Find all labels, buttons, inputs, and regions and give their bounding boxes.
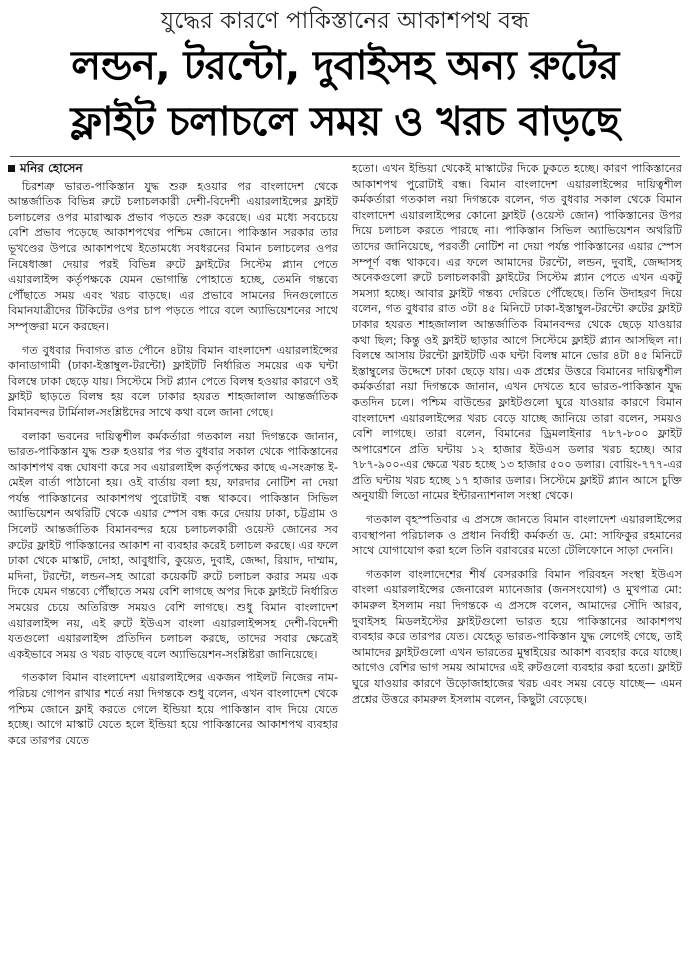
paragraph: হতো। এখন ইন্ডিয়া থেকেই মাস্কাটের দিকে ঢুকতে হচ্ছে। কারণ পাকিস্তানের আকাশপথ পুরোটাই বন্ধ। বিমান বাংলাদেশ এয়ারলাইন্সের দায়িত্বশীল কর্মকর্তারা গতকাল নয়া দিগন্তকে বলেন, গত বুধবার সকাল থেকে বিমান বাংলাদেশ এয়ারলাইন্সের কোনো ফ্লাইট (ওয়েস্ট জোন) পাকিস্তানের উপর দিয়ে চলাচল করতে পারছে না। পাকিস্তান সিভিল অ্যাভিয়েশন অথরিটি তাদের জানিয়েছে, পরবর্তী নোটিশ না দেয়া পর্যন্ত পাকিস্তানের এয়ার স্পেস সম্পূর্ণ বন্ধ থাকবে। এর ফলে আমাদের টরন্টো, লন্ডন, দুবাই, জেদ্দাসহ অনেকগুলো রুটে চলাচলকারী ফ্লাইটের সিস্টেম প্ল্যান পেতে এখন একটু সমস্যা হচ্ছে। আবার ফ্লাইট গন্তব্য দেরিতে পৌঁছেছে। তিনি উদাহরণ দিয়ে বলেন, গত বুধবার রাত ৩টা ৪৫ মিনিটে ঢাকা-ইস্তাম্বুল-টরন্টো রুটের ফ্লাইট ঢাকার হযরত শাহজালাল আন্তর্জাতিক বিমানবন্দর থেকে ছেড়ে যাওয়ার কথা ছিল; কিন্তু ওই ফ্লাইট ছাড়ার আগে সিস্টেমে ফ্লাইট প্ল্যান আসছিল না। বিলম্বে আসায় টরন্টো ফ্লাইটটি এক ঘন্টা বিলম্ব মানে ভোর ৪টা ৪৫ মিনিটে ইস্তাম্বুলের উদ্দেশে ঢাকা ছেড়ে যায়। এক প্রশ্নের উত্তরে বিমানের দায়িত্বশীল কর্মকর্তারা নয়া দিগন্তকে জানান, এখন দেখতে হবে ভারত-পাকিস্তান যুদ্ধ কতদিন চলে। পশ্চিম বাউন্ডের ফ্লাইটগুলো ঘুরে যাওয়ার কারণে বিমান বাংলাদেশ এয়ারলাইন্সের খরচ বেড়ে যাচ্ছে জানিয়ে তারা বলেন, সময়ও বেশি লাগছে। তারা বলেন, বিমানের ড্রিমলাইনার ৭৮৭-৮০০ ফ্লাইট অপারেশনে প্রতি ঘন্টায় ১২ হাজার ইউএস ডলার খরচ হচ্ছে। আর ৭৮৭-৯০০-এর ক্ষেত্রে খরচ হচ্ছে ১৩ হাজার ৫০০ ডলার। বোয়িং-৭৭৭-এর প্রতি ঘন্টায় খরচ হচ্ছে ১৭ হাজার ডলার। সিস্টেমে ফ্লাইট প্ল্যান আসে চুক্তি অনুযায়ী লিডো নামের ইন্টারন্যাশনাল সংস্থা থেকে। <box>352 162 682 503</box>
headline-line-1: লন্ডন, টরন্টো, দুবাইসহ অন্য রুটের <box>71 43 619 89</box>
byline-square-icon <box>8 165 15 172</box>
headline-line-2: ফ্লাইট চলাচলে সময় ও খরচ বাড়ছে <box>70 99 620 145</box>
paragraph: গতকাল বিমান বাংলাদেশ এয়ারলাইন্সের একজন পাইলট নিজের নাম-পরিচয় গোপন রাখার শর্তে নয়া দিগন্তকে শুধু বলেন, এখন বাংলাদেশ থেকে পশ্চিম জোনে ফ্লাই করতে গেলে ইন্ডিয়া হয়ে পাকিস্তান বাদ দিয়ে যেতে হচ্ছে। আগে মাস্কাট যেতে হলে ইন্ডিয়া হয়ে পাকিস্তানের আকাশপথ ব্যবহার করে তারপর যেতে <box>8 671 338 747</box>
paragraph: গতকাল বৃহস্পতিবার এ প্রসঙ্গে জানতে বিমান বাংলাদেশ এয়ারলাইন্সের ব্যবস্থাপনা পরিচালক ও প্রধান নির্বাহী কর্মকর্তা ড. মো: সাফিকুর রহমানের সাথে যোগাযোগ করা হলে তিনি বরাবরের মতো টেলিফোনে সাড়া দেননি। <box>352 513 682 558</box>
article-column-right <box>352 161 682 756</box>
article-column-left <box>8 161 338 756</box>
paragraph: গতকাল বাংলাদেশের শীর্ষ বেসরকারি বিমান পরিবহন সংস্থা ইউএস বাংলা এয়ারলাইন্সের জেনারেল ম্যানেজার (জনসংযোগ) ও মুখপাত্র মো: কামরুল ইসলাম নয়া দিগন্তকে এ প্রসঙ্গে বলেন, আমাদের সৌদি আরব, দুবাইসহ মিডলইস্টের ফ্লাইটগুলো ভারত হয়ে পাকিস্তানের আকাশপথ ব্যবহার করে তারপর যেত। যেহেতু ভারত-পাকিস্তান যুদ্ধ লেগেই গেছে, তাই আমাদের ফ্লাইটগুলো এখন ভারতের মুম্বাইয়ের আকাশ ব্যবহার করে যাচ্ছে। আগেও বেশির ভাগ সময় আমাদের এই রুটগুলো ব্যবহার করা হতো। ফ্লাইট ঘুরে যাওয়ার কারণে উড়োজাহাজের খরচ এবং সময় বেড়ে যাচ্ছে— এমন প্রশ্নের উত্তরে কামরুল ইসলাম বলেন, কিছুটা বেড়েছে। <box>352 567 682 706</box>
paragraph: গত বুধবার দিবাগত রাত পৌনে ৪টায় বিমান বাংলাদেশ এয়ারলাইন্সের কানাডাগামী (ঢাকা-ইস্তাম্বুল-টরন্টো) ফ্লাইটটি নির্ধারিত সময়ের এক ঘন্টা বিলম্বে ঢাকা ছেড়ে যায়। সিস্টেমে সিট প্ল্যান পেতে বিলম্ব হওয়ার কারণে ওই ফ্লাইট ছাড়তে বিলম্ব হয় বলে ঢাকার হযরত শাহজালাল আন্তর্জাতিক বিমানবন্দর টার্মিনাল-সংশ্লিষ্টদের সাথে কথা বলে জানা গেছে। <box>8 343 338 419</box>
byline <box>8 161 338 177</box>
article-body <box>8 157 682 756</box>
paragraph: বলাকা ভবনের দায়িত্বশীল কর্মকর্তারা গতকাল নয়া দিগন্তকে জানান, ভারত-পাকিস্তান যুদ্ধ শুরু হওয়ার পর গত বুধবার সকাল থেকে পাকিস্তানের আকাশপথ বন্ধ ঘোষণা করে সব এয়ারলাইন্স কর্তৃপক্ষের কাছে এ-সংক্রান্ত ই-মেইল বার্তা পাঠানো হয়। ওই বার্তায় বলা হয়, ফারদার নোটিশ না দেয়া পর্যন্ত পাকিস্তানের আকাশপথ পুরোটাই বন্ধ থাকবে। পাকিস্তান সিভিল অ্যাভিয়েশন অথরিটি থেকে এয়ার স্পেস বন্ধ করে দেয়ায় ঢাকা, চট্টগ্রাম ও সিলেট আন্তর্জাতিক বিমানবন্দর হয়ে চলাচলকারী ওয়েস্ট জোনের সব রুটের ফ্লাইট পাকিস্তানের আকাশ না ব্যবহার করেই চলাচল করছে। এর ফলে ঢাকা থেকে মাস্কাট, দোহা, আবুধাবি, কুয়েত, দুবাই, জেদ্দা, রিয়াদ, দাম্মাম, মদিনা, টরন্টো, লন্ডন-সহ আরো কয়েকটি রুটে চলাচল করার সময় এক দিকে যেমন গন্তব্যে পৌঁছাতে সময় বেশি লাগছে অপর দিকে ফ্লাইটে নির্ধারিত সময়ের চেয়ে অতিরিক্ত সময়ও বেশি লাগছে। শুধু বিমান বাংলাদেশ এয়ারলাইন্স নয়, এই রুটে ইউএস বাংলা এয়ারলাইন্সসহ দেশী-বিদেশী যতগুলো এয়ারলাইন্স প্রতিদিন চলাচল করছে, তাদের সবার ক্ষেত্রেই একইভাবে সময় ও খরচ বাড়ছে বলে অ্যাভিয়েশন-সংশ্লিষ্টরা জানিয়েছে। <box>8 429 338 661</box>
article-kicker: যুদ্ধের কারণে পাকিস্তানের আকাশপথ বন্ধ <box>160 8 530 34</box>
byline-author: মনির হোসেন <box>20 161 83 175</box>
article-headline <box>8 38 682 150</box>
paragraph: চিরশত্রু ভারত-পাকিস্তান যুদ্ধ শুরু হওয়ার পর বাংলাদেশ থেকে আন্তর্জাতিক বিভিন্ন রুটে চলাচলকারী দেশী-বিদেশী এয়ারলাইন্সের ফ্লাইট চলাচলের ওপর মারাত্মক প্রভাব পড়তে শুরু করেছে। এর মধ্যে সবচেয়ে বেশি প্রভাব পড়েছে আকাশপথের পশ্চিম জোনে। পাকিস্তান সরকার তার ভূখণ্ডের উপরে আকাশপথে ইতোমধ্যে সবধরনের বিমান চলাচলের ওপর নিষেধাজ্ঞা দেয়ার পরই বিভিন্ন রুটে ফ্লাইটের সিস্টেম প্ল্যান পেতে এয়ারলাইন্স কর্তৃপক্ষকে যেমন ভোগান্তি পোহাতে হচ্ছে, তেমনি গন্তব্যে পৌঁছাতে সময় এবং খরচ বাড়ছে। এর প্রভাবে সামনের দিনগুলোতে বিমানযাত্রীদের টিকিটের ওপর চাপ পড়তে পারে বলে অ্যাভিয়েশনের সাথে সম্পৃক্তরা মনে করছেন। <box>8 179 338 333</box>
